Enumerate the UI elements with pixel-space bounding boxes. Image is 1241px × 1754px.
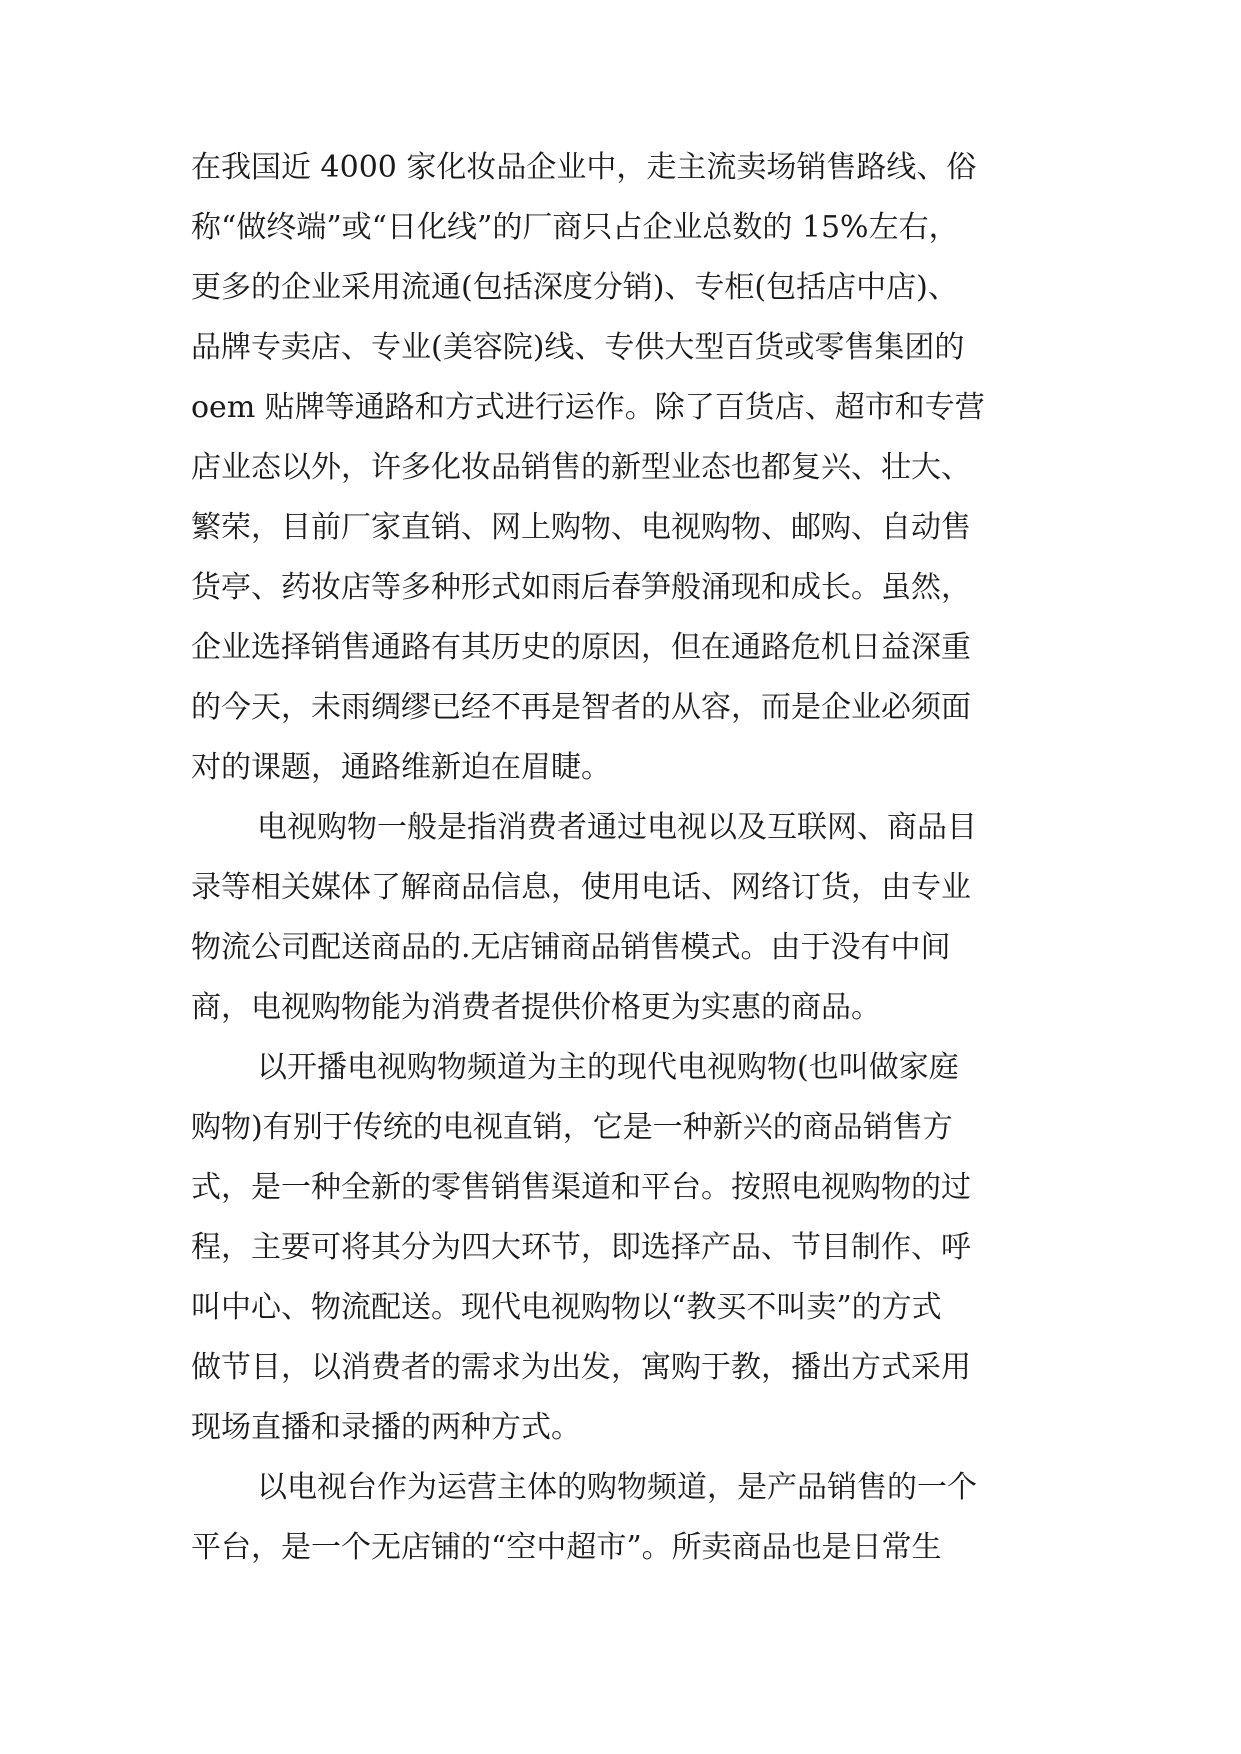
text-line: 称“做终端”或“日化线”的厂商只占企业总数的 15%左右，	[191, 210, 959, 245]
text-line: 平台，是一个无店铺的“空中超市”。所卖商品也是日常生	[191, 1530, 942, 1565]
text-line: 录等相关媒体了解商品信息，使用电话、网络订货，由专业	[191, 870, 971, 905]
text-line: 式，是一种全新的零售销售渠道和平台。按照电视购物的过	[191, 1170, 971, 1205]
text-line: 货亭、药妆店等多种形式如雨后春笋般涌现和成长。虽然，	[191, 570, 971, 605]
text-line: 的今天，未雨绸缪已经不再是智者的从容，而是企业必须面	[191, 690, 971, 725]
text-line: 对的课题，通路维新迫在眉睫。	[191, 750, 611, 785]
text-line: 店业态以外，许多化妆品销售的新型业态也都复兴、壮大、	[191, 450, 971, 485]
document-page	[191, 0, 1066, 1754]
text-line: 繁荣，目前厂家直销、网上购物、电视购物、邮购、自动售	[191, 510, 971, 545]
text-line: 现场直播和录播的两种方式。	[191, 1410, 581, 1445]
text-line: 更多的企业采用流通(包括深度分销)、专柜(包括店中店)、	[191, 270, 958, 305]
paragraph-first-line: 以电视台作为运营主体的购物频道，是产品销售的一个	[257, 1470, 977, 1505]
text-line: 品牌专卖店、专业(美容院)线、专供大型百货或零售集团的	[191, 330, 965, 365]
text-line: 做节目，以消费者的需求为出发，寓购于教，播出方式采用	[191, 1350, 971, 1385]
text-line: 商，电视购物能为消费者提供价格更为实惠的商品。	[191, 990, 881, 1025]
paragraph-first-line: 以开播电视购物频道为主的现代电视购物(也叫做家庭	[257, 1050, 959, 1085]
text-line: oem 贴牌等通路和方式进行运作。除了百货店、超市和专营	[191, 390, 985, 425]
text-line: 在我国近 4000 家化妆品企业中，走主流卖场销售路线、俗	[191, 150, 977, 185]
text-line: 程，主要可将其分为四大环节，即选择产品、节目制作、呼	[191, 1230, 971, 1265]
paragraph-first-line: 电视购物一般是指消费者通过电视以及互联网、商品目	[257, 810, 977, 845]
text-line: 叫中心、物流配送。现代电视购物以“教买不叫卖”的方式	[191, 1290, 942, 1325]
text-line: 物流公司配送商品的.无店铺商品销售模式。由于没有中间	[191, 930, 951, 965]
text-line: 企业选择销售通路有其历史的原因，但在通路危机日益深重	[191, 630, 971, 665]
text-line: 购物)有别于传统的电视直销，它是一种新兴的商品销售方	[191, 1110, 953, 1145]
